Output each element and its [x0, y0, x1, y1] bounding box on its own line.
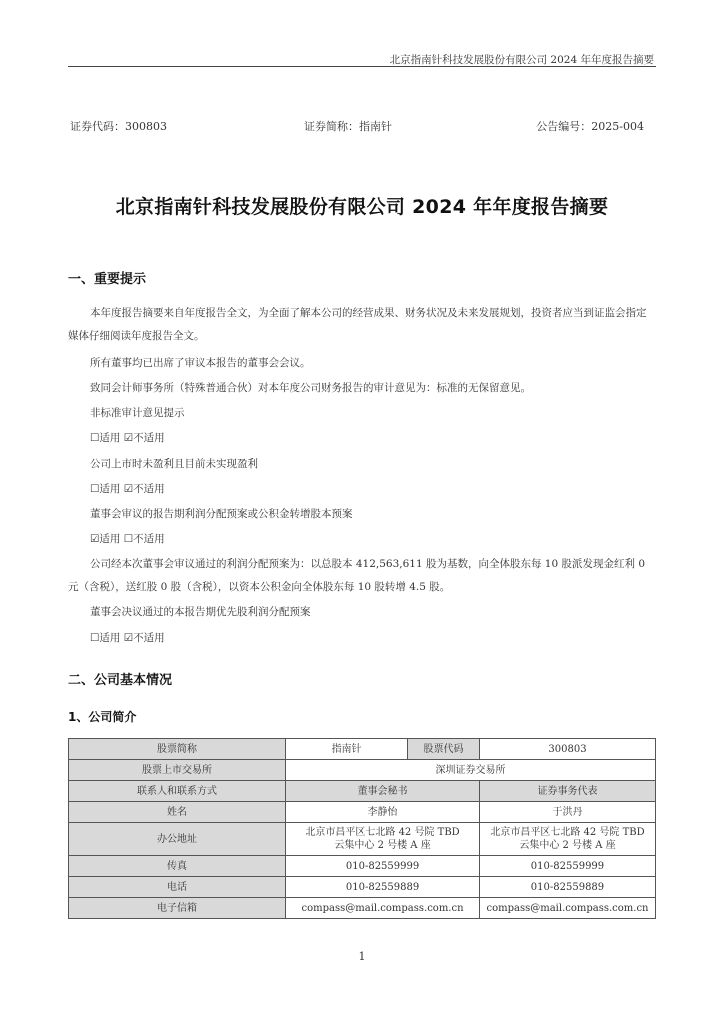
secretary-fax: 010-82559999	[286, 856, 480, 877]
document-title: 北京指南针科技发展股份有限公司 2024 年年度报告摘要	[115, 196, 609, 218]
table-row	[69, 898, 656, 919]
paragraph-audit-opinion: 致同会计师事务所（特殊普通合伙）对本年度公司财务报告的审计意见为：标准的无保留意见。	[90, 382, 531, 394]
page-header: 北京指南针科技发展股份有限公司 2024 年年度报告摘要	[389, 54, 654, 66]
paragraph-nonstandard-audit: 非标准审计意见提示	[90, 407, 185, 419]
contact-label: 联系人和联系方式	[69, 781, 286, 802]
checkbox-line-4: ☐适用 ☑不适用	[90, 632, 165, 644]
paragraph-preferred-stock: 董事会决议通过的本报告期优先股利润分配预案	[90, 606, 311, 618]
section-heading-2: 二、公司基本情况	[68, 673, 173, 688]
rep-fax: 010-82559999	[479, 856, 655, 877]
stock-code-value: 300803	[479, 739, 655, 760]
rep-phone: 010-82559889	[479, 877, 655, 898]
secretary-name: 李静怡	[286, 802, 480, 823]
rep-name: 于洪丹	[479, 802, 655, 823]
stock-code-label: 股票代码	[408, 739, 480, 760]
table-row	[69, 760, 656, 781]
company-profile-table	[68, 738, 656, 919]
paragraph-distribution-plan: 公司经本次董事会审议通过的利润分配预案为：以总股本 412,563,611 股为基数，向全体股东每 10 股派发现金红利 0 元（含税），送红股 0 股（含税），以资本公积金向全体股东每 10 股转增 4.5 股。	[68, 558, 646, 593]
checkbox-line-1: ☐适用 ☑不适用	[90, 432, 165, 444]
secretary-address	[286, 823, 480, 856]
paragraph-profit-distribution: 董事会审议的报告期利润分配预案或公积金转增股本预案	[90, 508, 353, 520]
section-heading-1: 一、重要提示	[68, 272, 147, 287]
secretary-address-line-1: 北京市昌平区七北路 42 号院 TBD	[305, 827, 460, 838]
rep-label: 证券事务代表	[479, 781, 655, 802]
paragraph-intro: 本年度报告摘要来自年度报告全文，为全面了解本公司的经营成果、财务状况及未来发展规划，投资者应当到证监会指定媒体仔细阅读年度报告全文。	[68, 307, 647, 342]
security-code: 证券代码：300803	[70, 120, 167, 133]
table-row	[69, 823, 656, 856]
rep-address-line-2: 云集中心 2 号楼 A 座	[519, 840, 616, 851]
header-rule	[68, 66, 656, 67]
secretary-phone: 010-82559889	[286, 877, 480, 898]
name-label: 姓名	[69, 802, 286, 823]
stock-name-value: 指南针	[286, 739, 408, 760]
table-row	[69, 781, 656, 802]
address-label: 办公地址	[69, 823, 286, 856]
page-number: 1	[358, 950, 366, 963]
rep-email: compass@mail.compass.com.cn	[479, 898, 655, 919]
security-short-name: 证券简称：指南针	[304, 120, 392, 133]
subsection-heading-company-profile: 1、公司简介	[68, 710, 137, 724]
email-label: 电子信箱	[69, 898, 286, 919]
rep-address-line-1: 北京市昌平区七北路 42 号院 TBD	[490, 827, 645, 838]
secretary-address-line-2: 云集中心 2 号楼 A 座	[334, 840, 431, 851]
paragraph-board-attendance: 所有董事均已出席了审议本报告的董事会会议。	[90, 357, 311, 369]
secretary-email: compass@mail.compass.com.cn	[286, 898, 480, 919]
table-row	[69, 856, 656, 877]
checkbox-line-2: ☐适用 ☑不适用	[90, 483, 165, 495]
phone-label: 电话	[69, 877, 286, 898]
notice-number: 公告编号：2025-004	[536, 120, 644, 133]
table-row	[69, 802, 656, 823]
exchange-label: 股票上市交易所	[69, 760, 286, 781]
checkbox-line-3: ☑适用 ☐不适用	[90, 533, 165, 545]
secretary-label: 董事会秘书	[286, 781, 480, 802]
exchange-value: 深圳证券交易所	[286, 760, 656, 781]
stock-name-label: 股票简称	[69, 739, 286, 760]
rep-address	[479, 823, 655, 856]
paragraph-profitability: 公司上市时未盈利且目前未实现盈利	[90, 458, 258, 470]
fax-label: 传真	[69, 856, 286, 877]
table-row	[69, 877, 656, 898]
table-row	[69, 739, 656, 760]
